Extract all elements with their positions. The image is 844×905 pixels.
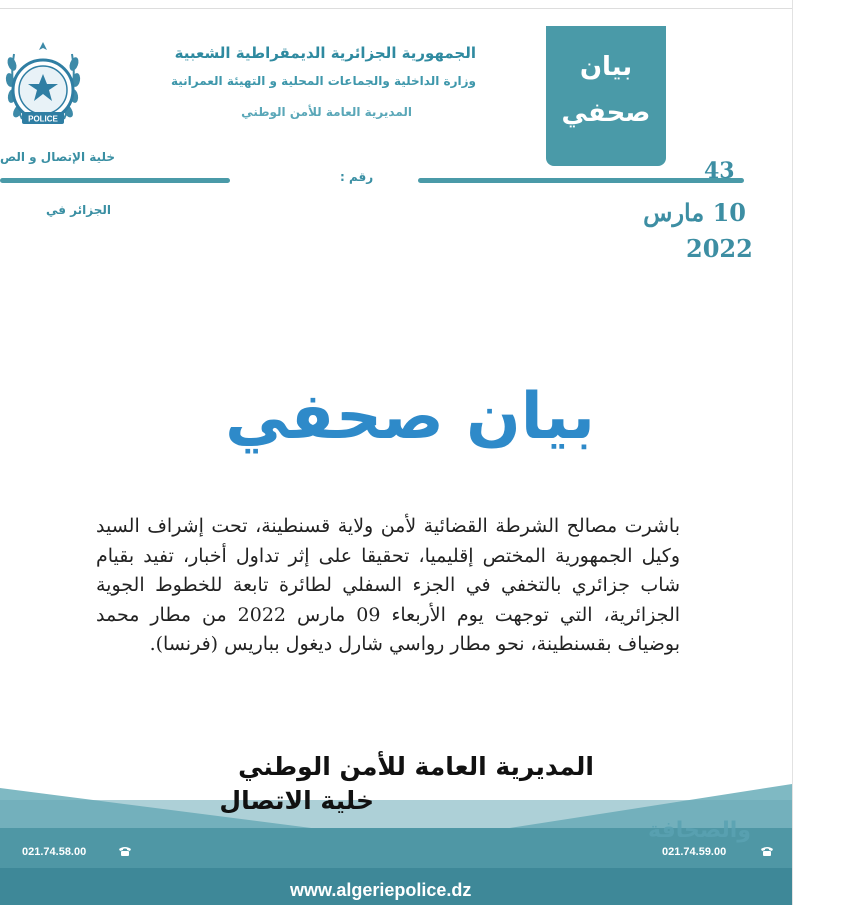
republic-heading: الجمهورية الجزائرية الديمقراطية الشعبية: [174, 44, 476, 62]
number-label: رقم :: [340, 170, 374, 184]
release-number: 43: [704, 158, 735, 184]
phone-right: 021.74.59.00: [662, 846, 727, 858]
ministry-heading: وزارة الداخلية والجماعات المحلية و التهيئة العمرانية: [170, 74, 476, 88]
website-link[interactable]: www.algeriepolice.dz: [290, 880, 472, 900]
header-divider-left: [0, 178, 230, 183]
page-title: بيان صحفي: [225, 380, 595, 454]
police-emblem-icon: [0, 34, 86, 144]
badge-line-1: بيان: [579, 52, 633, 82]
release-body: باشرت مصالح الشرطة القضائية لأمن ولاية قسنطينة، تحت إشراف السيد وكيل الجمهورية المختص إقليميا، تحقيقا على إثر تداول أخبار، تفيد بقيام شاب جزائري بالتخفي في الجزء السفلي لطائرة تابعة للخطوط الجوية الجزائرية، التي توجهت يوم الأربعاء 09 مارس 2022 من مطار محمد بوضياف بقسنطينة، نحو مطار رواسي شارل ديغول بباريس (فرنسا).: [96, 515, 681, 655]
signature-cell: خلية الاتصال: [219, 786, 374, 815]
date-day-month: 10 مارس: [643, 198, 746, 227]
date-year: 2022: [686, 234, 753, 263]
press-release-badge: [546, 26, 666, 166]
communication-cell-label: خلية الإتصال و الص: [0, 150, 116, 164]
badge-line-2: صحفي: [561, 98, 651, 128]
phone-icon: [118, 845, 132, 857]
signature-directorate: المديرية العامة للأمن الوطني: [238, 752, 594, 781]
press-label: والصحافة: [648, 818, 752, 843]
top-border: [0, 8, 844, 9]
page-margin: [792, 0, 844, 905]
phone-left: 021.74.58.00: [22, 846, 87, 858]
city-label: الجزائر في: [46, 203, 111, 217]
phone-icon: [760, 845, 774, 857]
header-divider-right: [418, 178, 744, 183]
emblem-label: POLICE: [28, 114, 58, 124]
directorate-heading: المديرية العامة للأمن الوطني: [241, 105, 412, 119]
